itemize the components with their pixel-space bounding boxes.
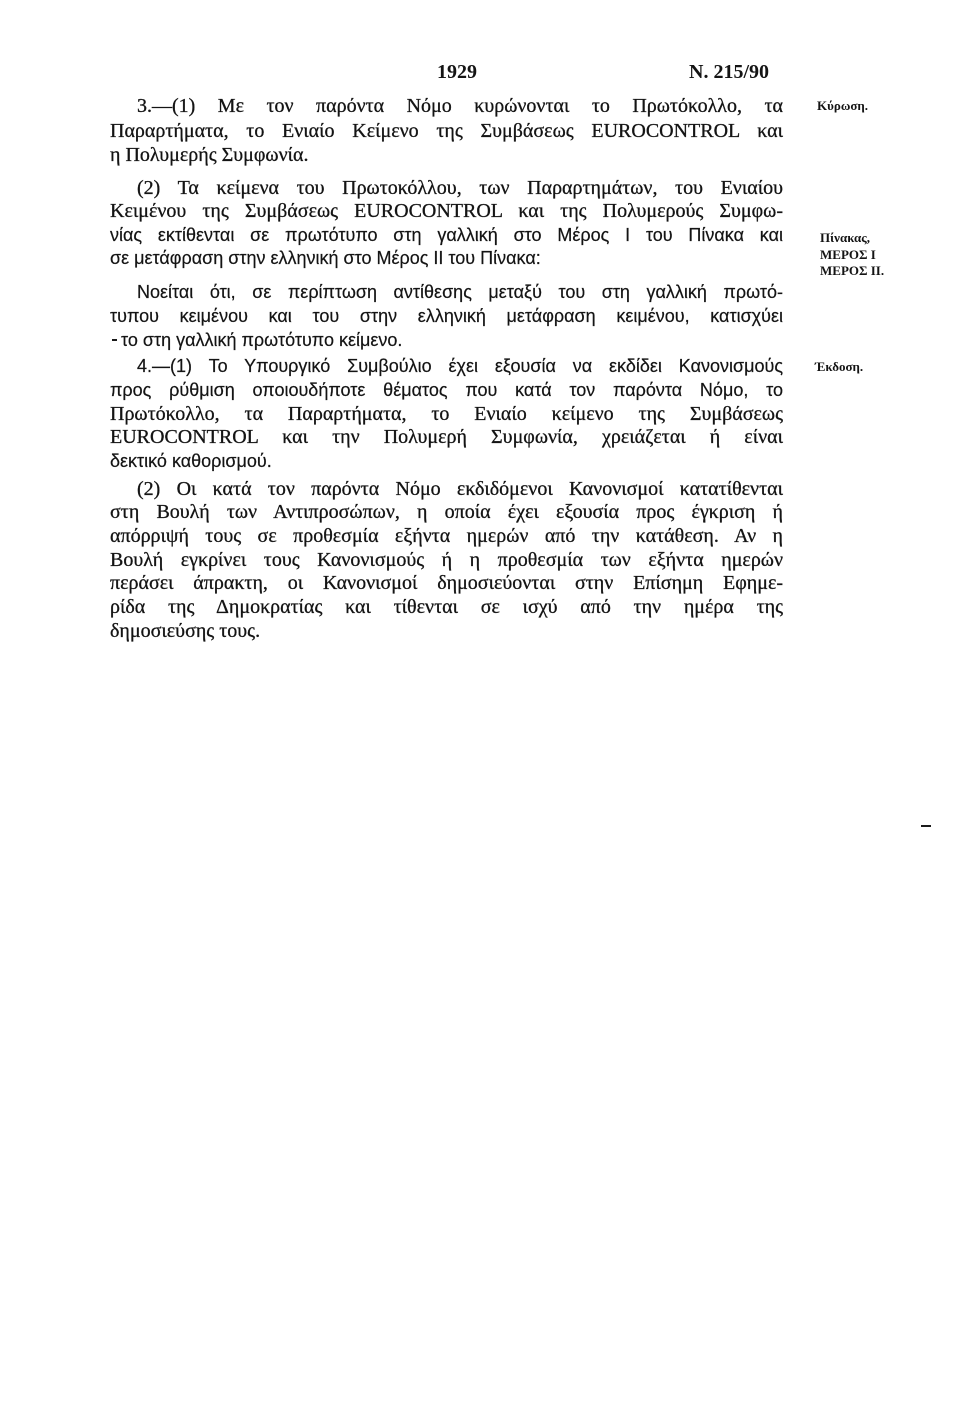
scan-mark	[921, 825, 931, 827]
body-line: στη Βουλή των Αντιπροσώπων, η οποία έχει εξουσία προς έγκριση ή	[110, 501, 783, 523]
body-line: Νοείται ότι, σε περίπτωση αντίθεσης μεταξύ του στη γαλλική πρωτό-	[137, 282, 783, 302]
body-line: 3.—(1) Με τον παρόντα Νόμο κυρώνονται το Πρωτόκολλο, τα	[137, 95, 783, 117]
body-line: απόρριψή τους σε προθεσμία εξήντα ημερών από την κατάθεση. Αν η	[110, 525, 783, 547]
body-line: Κειμένου της Συμβάσεως EUROCONTROL και της Πολυμερούς Συμφω-	[110, 200, 783, 222]
body-line: η Πολυμερής Συμφωνία.	[110, 144, 309, 166]
body-line: Παραρτήματα, το Ενιαίο Κείμενο της Συμβάσεως EUROCONTROL και	[110, 120, 783, 142]
page-number: 1929	[437, 61, 477, 83]
body-line: Πρωτόκολλο, τα Παραρτήματα, το Ενιαίο κείμενο της Συμβάσεως	[110, 403, 783, 425]
margin-note-ratification: Κύρωση.	[817, 98, 869, 113]
body-line: δεκτικό καθορισμού.	[110, 451, 272, 471]
scan-mark	[112, 339, 117, 341]
margin-note-line: Πίνακας,	[820, 230, 871, 245]
body-line: 4.—(1) Το Υπουργικό Συμβούλιο έχει εξουσία να εκδίδει Κανονισμούς	[137, 356, 783, 376]
body-line: τυπου κειμένου και του στην ελληνική μετάφραση κειμένου, κατισχύει	[110, 306, 783, 326]
body-line: (2) Τα κείμενα του Πρωτοκόλλου, των Παραρτημάτων, του Ενιαίου	[137, 177, 783, 199]
margin-note-issuance: Έκδοση.	[815, 359, 864, 374]
law-number: Ν. 215/90	[689, 61, 769, 83]
body-line: το στη γαλλική πρωτότυπο κείμενο.	[121, 330, 403, 350]
body-line: νίας εκτίθενται σε πρωτότυπο στη γαλλική στο Μέρος Ι του Πίνακα και	[110, 225, 783, 245]
body-line: προς ρύθμιση οποιουδήποτε θέματος που κατά τον παρόντα Νόμο, το	[110, 380, 783, 400]
body-line: (2) Οι κατά τον παρόντα Νόμο εκδιδόμενοι Κανονισμοί κατατίθενται	[137, 478, 783, 500]
body-line: σε μετάφραση στην ελληνική στο Μέρος ΙΙ του Πίνακα:	[110, 248, 541, 268]
body-line: EUROCONTROL και την Πολυμερή Συμφωνία, χρειάζεται ή είναι	[110, 426, 783, 448]
body-line: Βουλή εγκρίνει τους Κανονισμούς ή η προθεσμία των εξήντα ημερών	[110, 549, 783, 571]
body-line: δημοσιεύσης τους.	[110, 620, 261, 642]
margin-note-line: ΜΕΡΟΣ ΙΙ.	[820, 263, 885, 278]
body-line: περάσει άπρακτη, οι Κανονισμοί δημοσιεύονται στην Επίσημη Εφημε-	[110, 572, 783, 594]
body-line: ρίδα της Δημοκρατίας και τίθενται σε ισχύ από την ημέρα της	[110, 596, 783, 618]
margin-note-line: ΜΕΡΟΣ Ι	[820, 247, 876, 262]
